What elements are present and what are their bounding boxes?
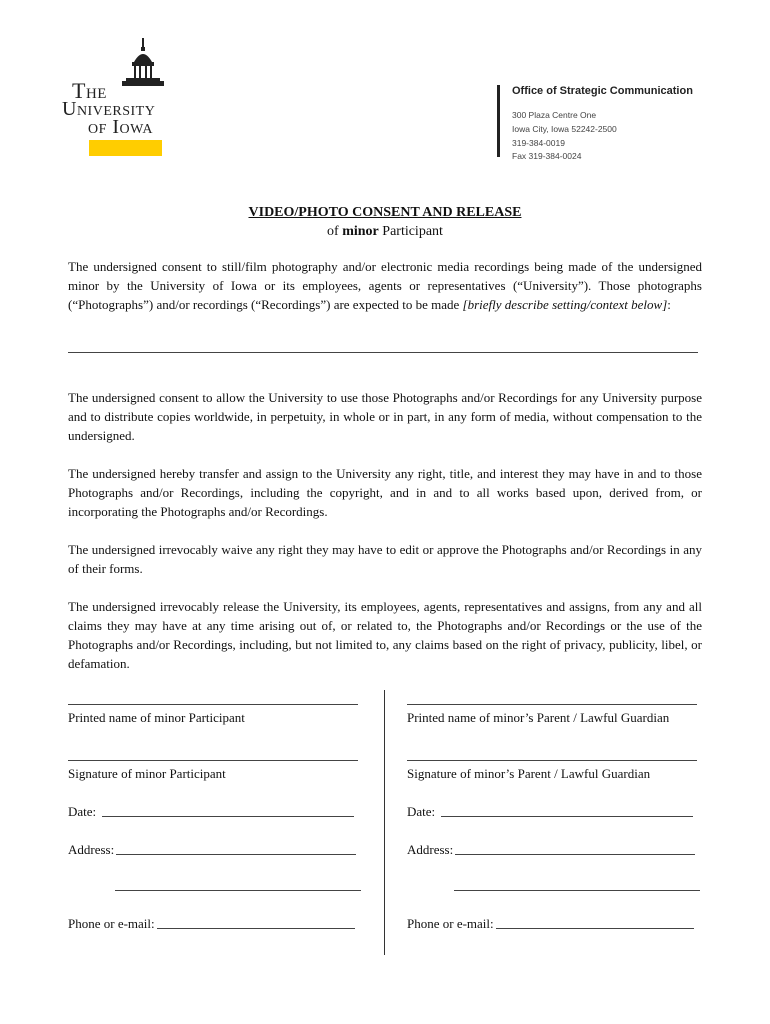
minor-contact-field[interactable] <box>157 928 355 929</box>
logo-line-the: The <box>72 78 107 103</box>
minor-signature-field[interactable] <box>68 760 358 761</box>
guardian-date-field[interactable] <box>441 816 693 817</box>
setting-context-field[interactable] <box>68 352 698 353</box>
guardian-address-field[interactable] <box>455 854 695 855</box>
logo-gold-bar <box>89 140 162 156</box>
guardian-contact-row <box>407 916 694 932</box>
paragraph-consent-use: The undersigned consent to allow the University to use those Photographs and/or Recordings for any University purpose and to distribute copies worldwide, in perpetuity, in whole or in part, in any form of media, without compensation to the undersigned. <box>68 390 702 443</box>
logo-line-university: University <box>62 98 156 120</box>
office-address-1: 300 Plaza Centre One <box>512 110 597 120</box>
paragraph-transfer-rights: The undersigned hereby transfer and assign to the University any right, title, and interest they may have in and to those Photographs and/or Recordings, including the copyright, and in and to all works based upon, derived from, or incorporating the Photographs and/or Recordings. <box>68 466 702 519</box>
guardian-date-label: Date: <box>407 804 436 819</box>
signature-column-divider <box>384 690 385 955</box>
document-title: VIDEO/PHOTO CONSENT AND RELEASE <box>248 205 522 220</box>
minor-address-row <box>68 842 356 858</box>
minor-printed-name-label: Printed name of minor Participant <box>68 710 245 725</box>
guardian-contact-field[interactable] <box>496 928 694 929</box>
minor-printed-name-field[interactable] <box>68 704 358 705</box>
guardian-address-row <box>407 842 695 858</box>
guardian-date-row <box>407 804 693 820</box>
minor-date-field[interactable] <box>102 816 354 817</box>
old-capitol-dome-icon <box>112 38 164 86</box>
guardian-address-label: Address: <box>407 842 454 857</box>
office-fax: Fax 319-384-0024 <box>512 151 582 161</box>
minor-signature-label: Signature of minor Participant <box>68 766 226 781</box>
minor-address-field[interactable] <box>116 854 356 855</box>
guardian-address-line-2-field[interactable] <box>454 890 700 891</box>
para1-end: : <box>667 297 671 312</box>
subtitle-bold: minor <box>342 224 379 239</box>
guardian-signature-label: Signature of minor’s Parent / Lawful Guardian <box>407 766 651 781</box>
office-address-2: Iowa City, Iowa 52242-2500 <box>512 124 617 134</box>
minor-date-label: Date: <box>68 804 97 819</box>
minor-address-label: Address: <box>68 842 115 857</box>
guardian-contact-label: Phone or e-mail: <box>407 916 494 931</box>
office-phone: 319-384-0019 <box>512 138 565 148</box>
guardian-printed-name-field[interactable] <box>407 704 697 705</box>
minor-contact-row <box>68 916 355 932</box>
minor-date-row <box>68 804 354 820</box>
para1-text: The undersigned consent to still/film photography and/or electronic media recordings being made of the undersigned minor by the University of Iowa or its employees, agents or representatives (“University”). Those photographs (“Photographs”) and/or recordings (“Recordings”) are expected to be made <box>68 259 702 312</box>
paragraph-consent-recording <box>68 257 702 314</box>
guardian-printed-name-label: Printed name of minor’s Parent / Lawful Guardian <box>407 710 670 725</box>
minor-contact-label: Phone or e-mail: <box>68 916 155 931</box>
paragraph-release-claims: The undersigned irrevocably release the University, its employees, agents, representatives and assigns, from any and all claims they may have at any time arising out of, or related to, the Photographs and/or Recordings or the use of the Photographs and/or Recordings, including, but not limited to, any claims based on the right of privacy, publicity, libel, or defamation. <box>68 599 702 671</box>
subtitle-prefix: of <box>327 224 343 239</box>
subtitle-suffix: Participant <box>378 224 443 239</box>
guardian-signature-field[interactable] <box>407 760 697 761</box>
minor-address-line-2-field[interactable] <box>115 890 361 891</box>
office-title: Office of Strategic Communication <box>512 85 693 97</box>
logo-line-of-iowa: of Iowa <box>88 116 153 138</box>
paragraph-waive-approval: The undersigned irrevocably waive any right they may have to edit or approve the Photographs and/or Recordings in any of their forms. <box>68 542 702 576</box>
para1-instruction: [briefly describe setting/context below] <box>462 297 668 312</box>
document-subtitle <box>0 224 770 240</box>
office-divider <box>497 85 500 157</box>
